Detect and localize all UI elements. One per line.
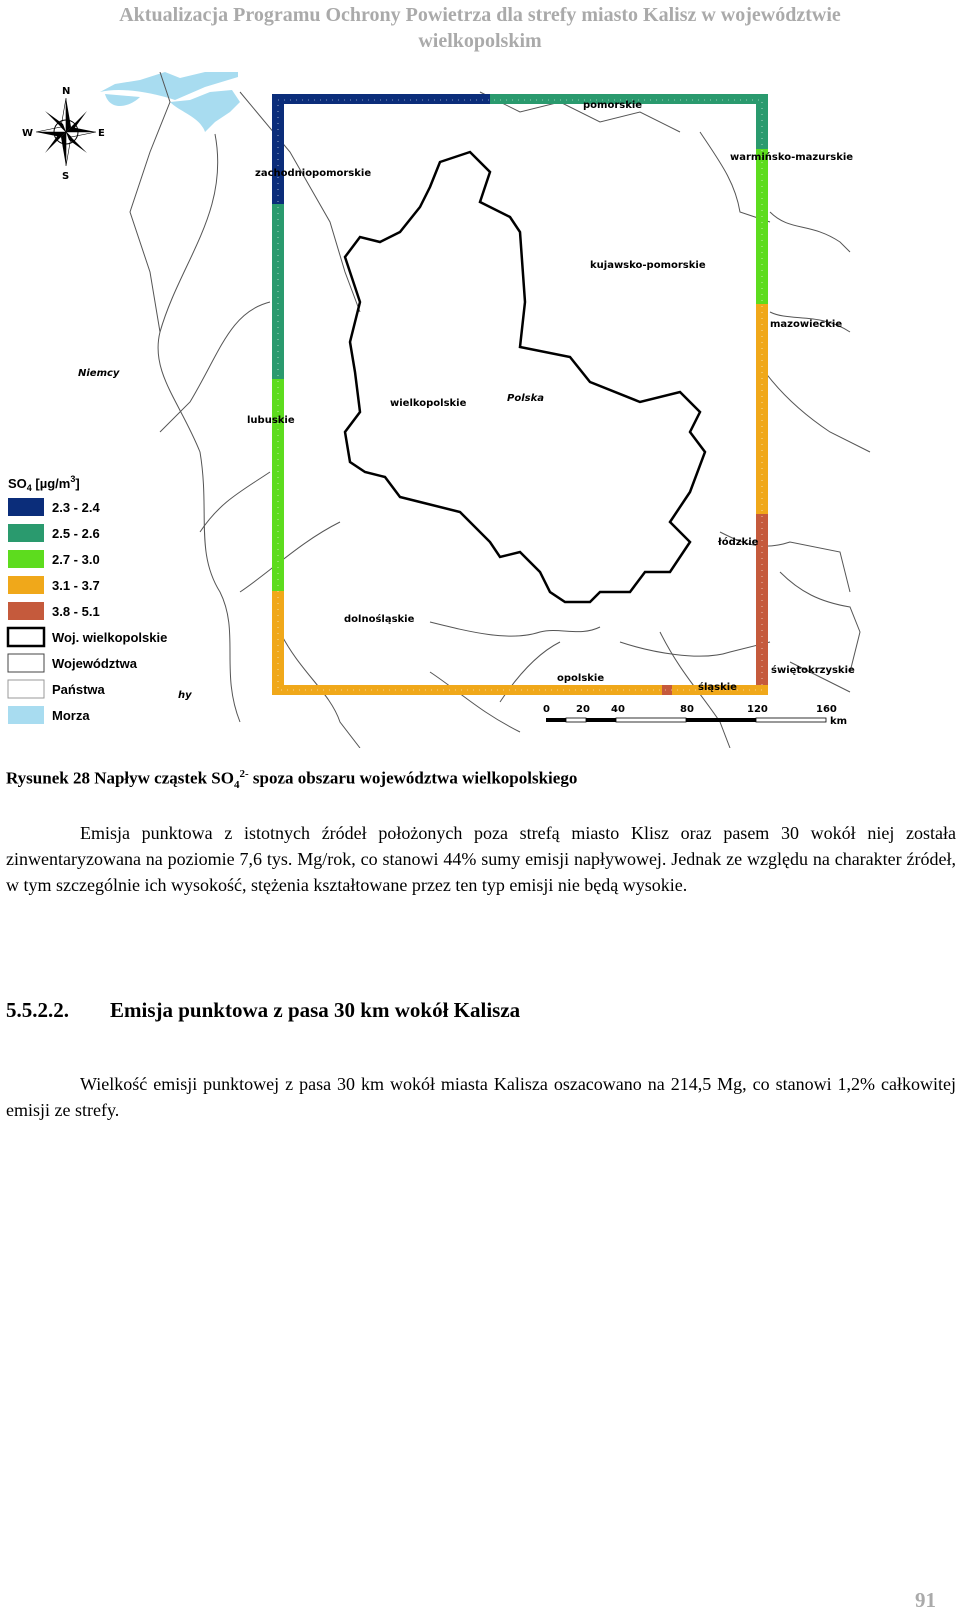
scale-tick-20: 20 <box>576 704 590 715</box>
legend-swatch-class-2 <box>8 550 44 568</box>
label-niemcy: Niemcy <box>78 368 120 379</box>
legend-label-class-0: 2.3 - 2.4 <box>52 500 100 515</box>
label-czechy: hy <box>178 690 192 701</box>
section-heading <box>6 998 520 1023</box>
label-swietokrzyskie: świętokrzyskie <box>771 665 855 676</box>
label-pomorskie: pomorskie <box>583 100 643 111</box>
scale-tick-80: 80 <box>680 704 694 715</box>
scale-bar <box>543 704 847 727</box>
label-zachodniopomorskie: zachodniopomorskie <box>255 168 372 179</box>
compass-e: E <box>98 128 105 139</box>
label-kujawsko-pomorskie: kujawsko-pomorskie <box>590 260 706 271</box>
label-lodzkie: łódzkie <box>718 537 759 548</box>
scale-tick-120: 120 <box>747 704 768 715</box>
legend-swatch-wojewodztwa <box>8 654 44 672</box>
legend-label-panstwa: Państwa <box>52 682 105 697</box>
legend-swatch-class-0 <box>8 498 44 516</box>
legend-swatch-morza <box>8 706 44 724</box>
legend-label-class-3: 3.1 - 3.7 <box>52 578 100 593</box>
scale-unit: km <box>830 716 848 727</box>
label-warminsko-mazurskie: warmińsko-mazurskie <box>730 152 854 163</box>
label-polska: Polska <box>507 393 544 404</box>
legend-label-class-4: 3.8 - 5.1 <box>52 604 100 619</box>
label-dolnoslaskie: dolnośląskie <box>344 614 415 625</box>
legend-swatch-class-1 <box>8 524 44 542</box>
legend-label-class-1: 2.5 - 2.6 <box>52 526 100 541</box>
label-lubuskie: lubuskie <box>247 415 295 426</box>
section-number: 5.5.2.2. <box>6 998 69 1022</box>
compass-rose-icon <box>36 98 96 166</box>
legend-swatch-class-3 <box>8 576 44 594</box>
scale-tick-0: 0 <box>543 704 550 715</box>
legend-label-woj: Woj. wielkopolskie <box>52 630 168 645</box>
figure-caption: Rysunek 28 Napływ cząstek $SO_4^{2-}$ spoza obszaru województwa wielkopolskiego <box>6 768 578 792</box>
wielkopolskie-boundary <box>345 152 705 602</box>
scale-tick-40: 40 <box>611 704 625 715</box>
scale-tick-160: 160 <box>816 704 837 715</box>
document-header <box>0 2 960 54</box>
legend-swatch-class-4 <box>8 602 44 620</box>
header-line-2: wielkopolskim <box>418 30 542 52</box>
paragraph-point-emission: Emisja punktowa z istotnych źródeł położonych poza strefą miasto Klisz oraz pasem 30 wokół niej została zinwentaryzowana na poziomie 7,6 tys. Mg/rok, co stanowi 44% sumy emisji napływowej. Jednak ze względu na charakter źródeł, w tym szczególnie ich wysokość, stężenia kształtowane przez ten typ emisji nie będą wysokie. <box>6 823 956 895</box>
legend-swatch-woj <box>8 628 44 646</box>
legend-title: $SO_4$ $[\mu g/m^3]$ <box>8 474 80 493</box>
page-number: 91 <box>915 1588 936 1612</box>
legend-label-wojewodztwa: Województwa <box>52 656 137 671</box>
label-slaskie: śląskie <box>698 682 737 693</box>
compass-n: N <box>62 86 71 97</box>
label-opolskie: opolskie <box>557 673 605 684</box>
inflow-map-figure <box>0 72 960 748</box>
header-line-1: Aktualizacja Programu Ochrony Powietrza dla strefy miasto Kalisz w województwie <box>119 4 841 26</box>
compass-w: W <box>22 128 34 139</box>
legend-swatch-panstwa <box>8 680 44 698</box>
section-title: Emisja punktowa z pasa 30 km wokół Kalisza <box>110 998 521 1022</box>
legend-label-morza: Morza <box>52 708 90 723</box>
legend-label-class-2: 2.7 - 3.0 <box>52 552 100 567</box>
label-wielkopolskie: wielkopolskie <box>390 398 467 409</box>
paragraph-kalisz-belt: Wielkość emisji punktowej z pasa 30 km wokół miasta Kalisza oszacowano na 214,5 Mg, co stanowi 1,2% całkowitej emisji ze strefy. <box>6 1074 956 1120</box>
map-legend <box>8 474 167 724</box>
label-mazowieckie: mazowieckie <box>770 319 843 330</box>
compass-s: S <box>62 171 70 182</box>
